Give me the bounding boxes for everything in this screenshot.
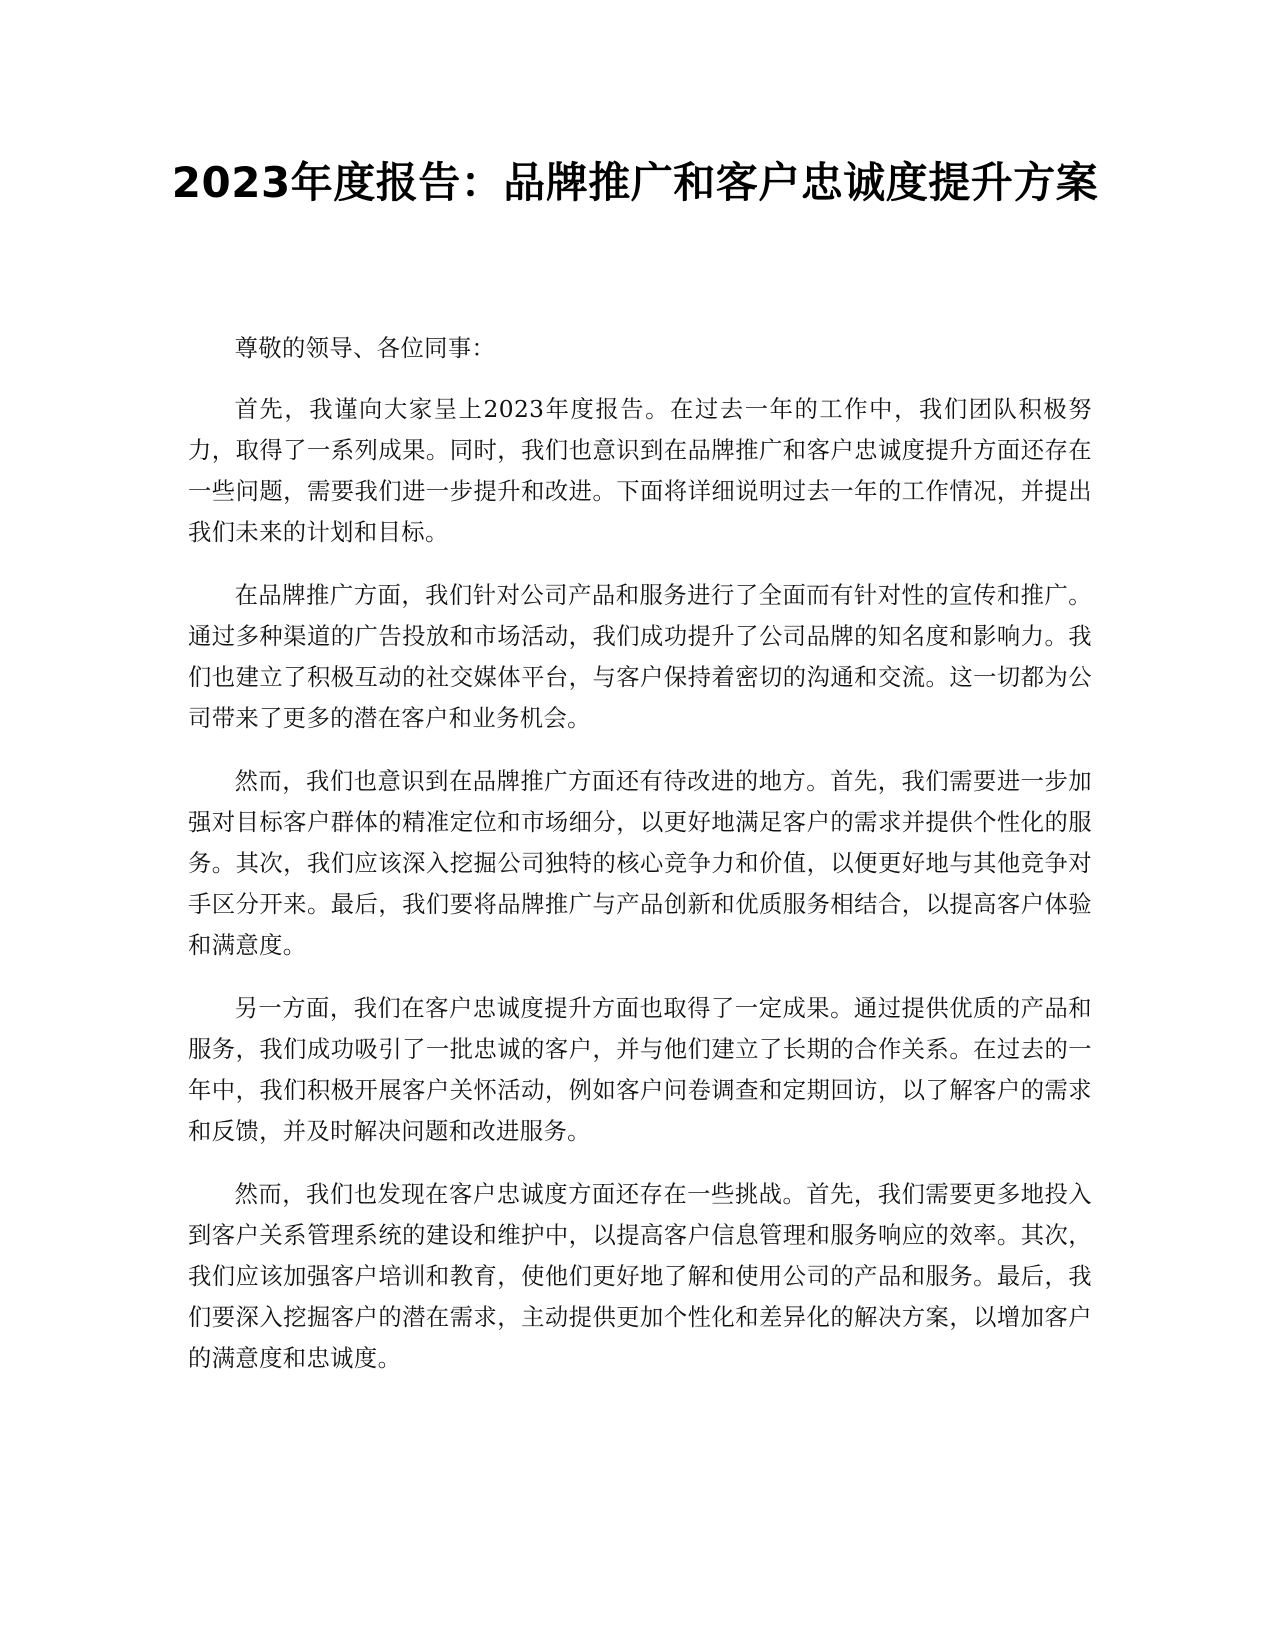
- paragraph-loyalty-challenges: 然而，我们也发现在客户忠诚度方面还存在一些挑战。首先，我们需要更多地投入到客户关系管理系统的建设和维护中，以提高客户信息管理和服务响应的效率。其次，我们应该加强客户培训和教育，使他们更好地了解和使用公司的产品和服务。最后，我们要深入挖掘客户的潜在需求，主动提供更加个性化和差异化的解决方案，以增加客户的满意度和忠诚度。: [188, 1181, 1092, 1372]
- paragraph-brand-promotion: 在品牌推广方面，我们针对公司产品和服务进行了全面而有针对性的宣传和推广。通过多种渠道的广告投放和市场活动，我们成功提升了公司品牌的知名度和影响力。我们也建立了积极互动的社交媒体平台，与客户保持着密切的沟通和交流。这一切都为公司带来了更多的潜在客户和业务机会。: [188, 582, 1092, 732]
- paragraph-customer-loyalty: 另一方面，我们在客户忠诚度提升方面也取得了一定成果。通过提供优质的产品和服务，我们成功吸引了一批忠诚的客户，并与他们建立了长期的合作关系。在过去的一年中，我们积极开展客户关怀活动，例如客户问卷调查和定期回访，以了解客户的需求和反馈，并及时解决问题和改进服务。: [188, 995, 1092, 1145]
- document-body: [188, 328, 1092, 1401]
- salutation: 尊敬的领导、各位同事：: [234, 335, 496, 362]
- paragraph-brand-improvements: 然而，我们也意识到在品牌推广方面还有待改进的地方。首先，我们需要进一步加强对目标客户群体的精准定位和市场细分，以更好地满足客户的需求并提供个性化的服务。其次，我们应该深入挖掘公司独特的核心竞争力和价值，以便更好地与其他竞争对手区分开来。最后，我们要将品牌推广与产品创新和优质服务相结合，以提高客户体验和满意度。: [188, 768, 1092, 959]
- paragraph-intro: 首先，我谨向大家呈上2023年度报告。在过去一年的工作中，我们团队积极努力，取得了一系列成果。同时，我们也意识到在品牌推广和客户忠诚度提升方面还存在一些问题，需要我们进一步提升和改进。下面将详细说明过去一年的工作情况，并提出我们未来的计划和目标。: [188, 396, 1092, 546]
- document-title: 2023年度报告：品牌推广和客户忠诚度提升方案: [171, 158, 1099, 207]
